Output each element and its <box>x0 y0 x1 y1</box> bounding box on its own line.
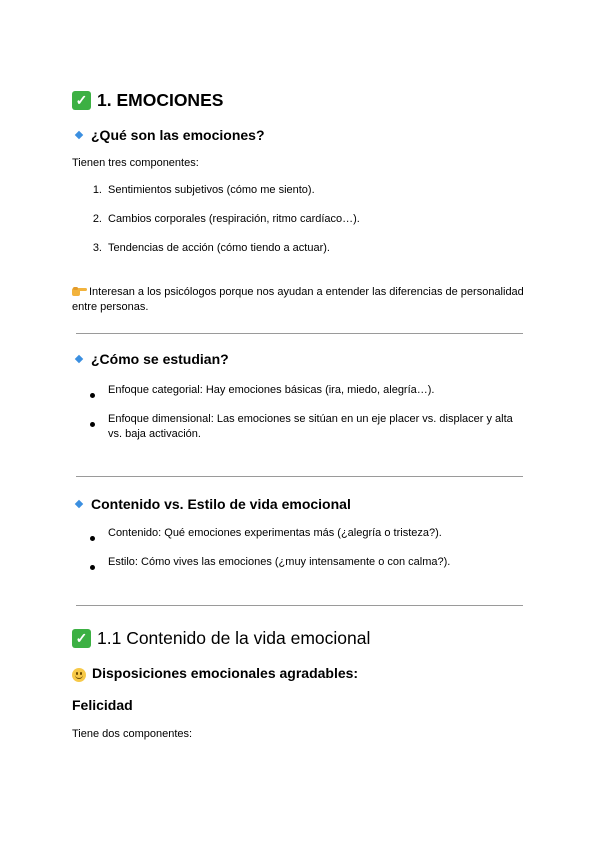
blue-diamond-icon <box>75 500 83 508</box>
paragraph: Tiene dos componentes: <box>72 728 193 740</box>
topic-heading: Felicidad <box>72 697 133 713</box>
list-item: Enfoque categorial: Hay emociones básicas (ira, miedo, alegría…). <box>108 384 435 396</box>
check-mark-icon: ✓ <box>72 629 91 648</box>
bullet-dot-icon <box>90 422 95 427</box>
divider <box>76 605 523 606</box>
divider <box>76 476 523 477</box>
note-text: Interesan a los psicólogos porque nos ayudan a entender las diferencias de personalidad entre personas. <box>72 286 524 313</box>
check-mark-icon: ✓ <box>72 91 91 110</box>
section-title <box>72 90 223 111</box>
smiling-face-icon <box>72 668 86 682</box>
list-item: Tendencias de acción (cómo tiendo a actuar). <box>108 242 330 254</box>
list-item: Sentimientos subjetivos (cómo me siento). <box>108 184 315 196</box>
bullet-dot-icon <box>90 536 95 541</box>
subsection-heading <box>74 351 229 367</box>
subsection-heading-text: ¿Qué son las emociones? <box>91 127 265 143</box>
divider <box>76 333 523 334</box>
list-number: 3. <box>92 242 102 254</box>
list-item: Cambios corporales (respiración, ritmo cardíaco…). <box>108 213 360 225</box>
bullet-dot-icon <box>90 565 95 570</box>
subsection-heading-text: ¿Cómo se estudian? <box>91 351 229 367</box>
blue-diamond-icon <box>75 355 83 363</box>
bullet-dot-icon <box>90 393 95 398</box>
subsection-heading-text: Contenido vs. Estilo de vida emocional <box>91 496 351 512</box>
bullet <box>90 531 95 546</box>
subsection-heading <box>74 496 351 512</box>
list-number: 2. <box>92 213 102 225</box>
list-item: Enfoque dimensional: Las emociones se sitúan en un eje placer vs. displacer y alta vs. baja activación. <box>108 413 513 440</box>
note-paragraph <box>72 283 532 315</box>
section-title-text: 1.1 Contenido de la vida emocional <box>97 628 371 648</box>
bullet <box>90 388 95 403</box>
bullet <box>90 417 95 432</box>
subsection-heading <box>74 127 265 143</box>
bullet <box>90 560 95 575</box>
pointing-hand-icon <box>72 285 87 297</box>
section-title <box>72 628 370 649</box>
paragraph: Tienen tres componentes: <box>72 157 199 169</box>
blue-diamond-icon <box>75 131 83 139</box>
list-number: 1. <box>92 184 102 196</box>
subheading <box>72 665 358 681</box>
list-item: Estilo: Cómo vives las emociones (¿muy intensamente o con calma?). <box>108 556 451 568</box>
section-title-text: 1. EMOCIONES <box>97 90 224 110</box>
list-item: Contenido: Qué emociones experimentas más (¿alegría o tristeza?). <box>108 527 442 539</box>
subheading-text: Disposiciones emocionales agradables: <box>92 665 359 681</box>
